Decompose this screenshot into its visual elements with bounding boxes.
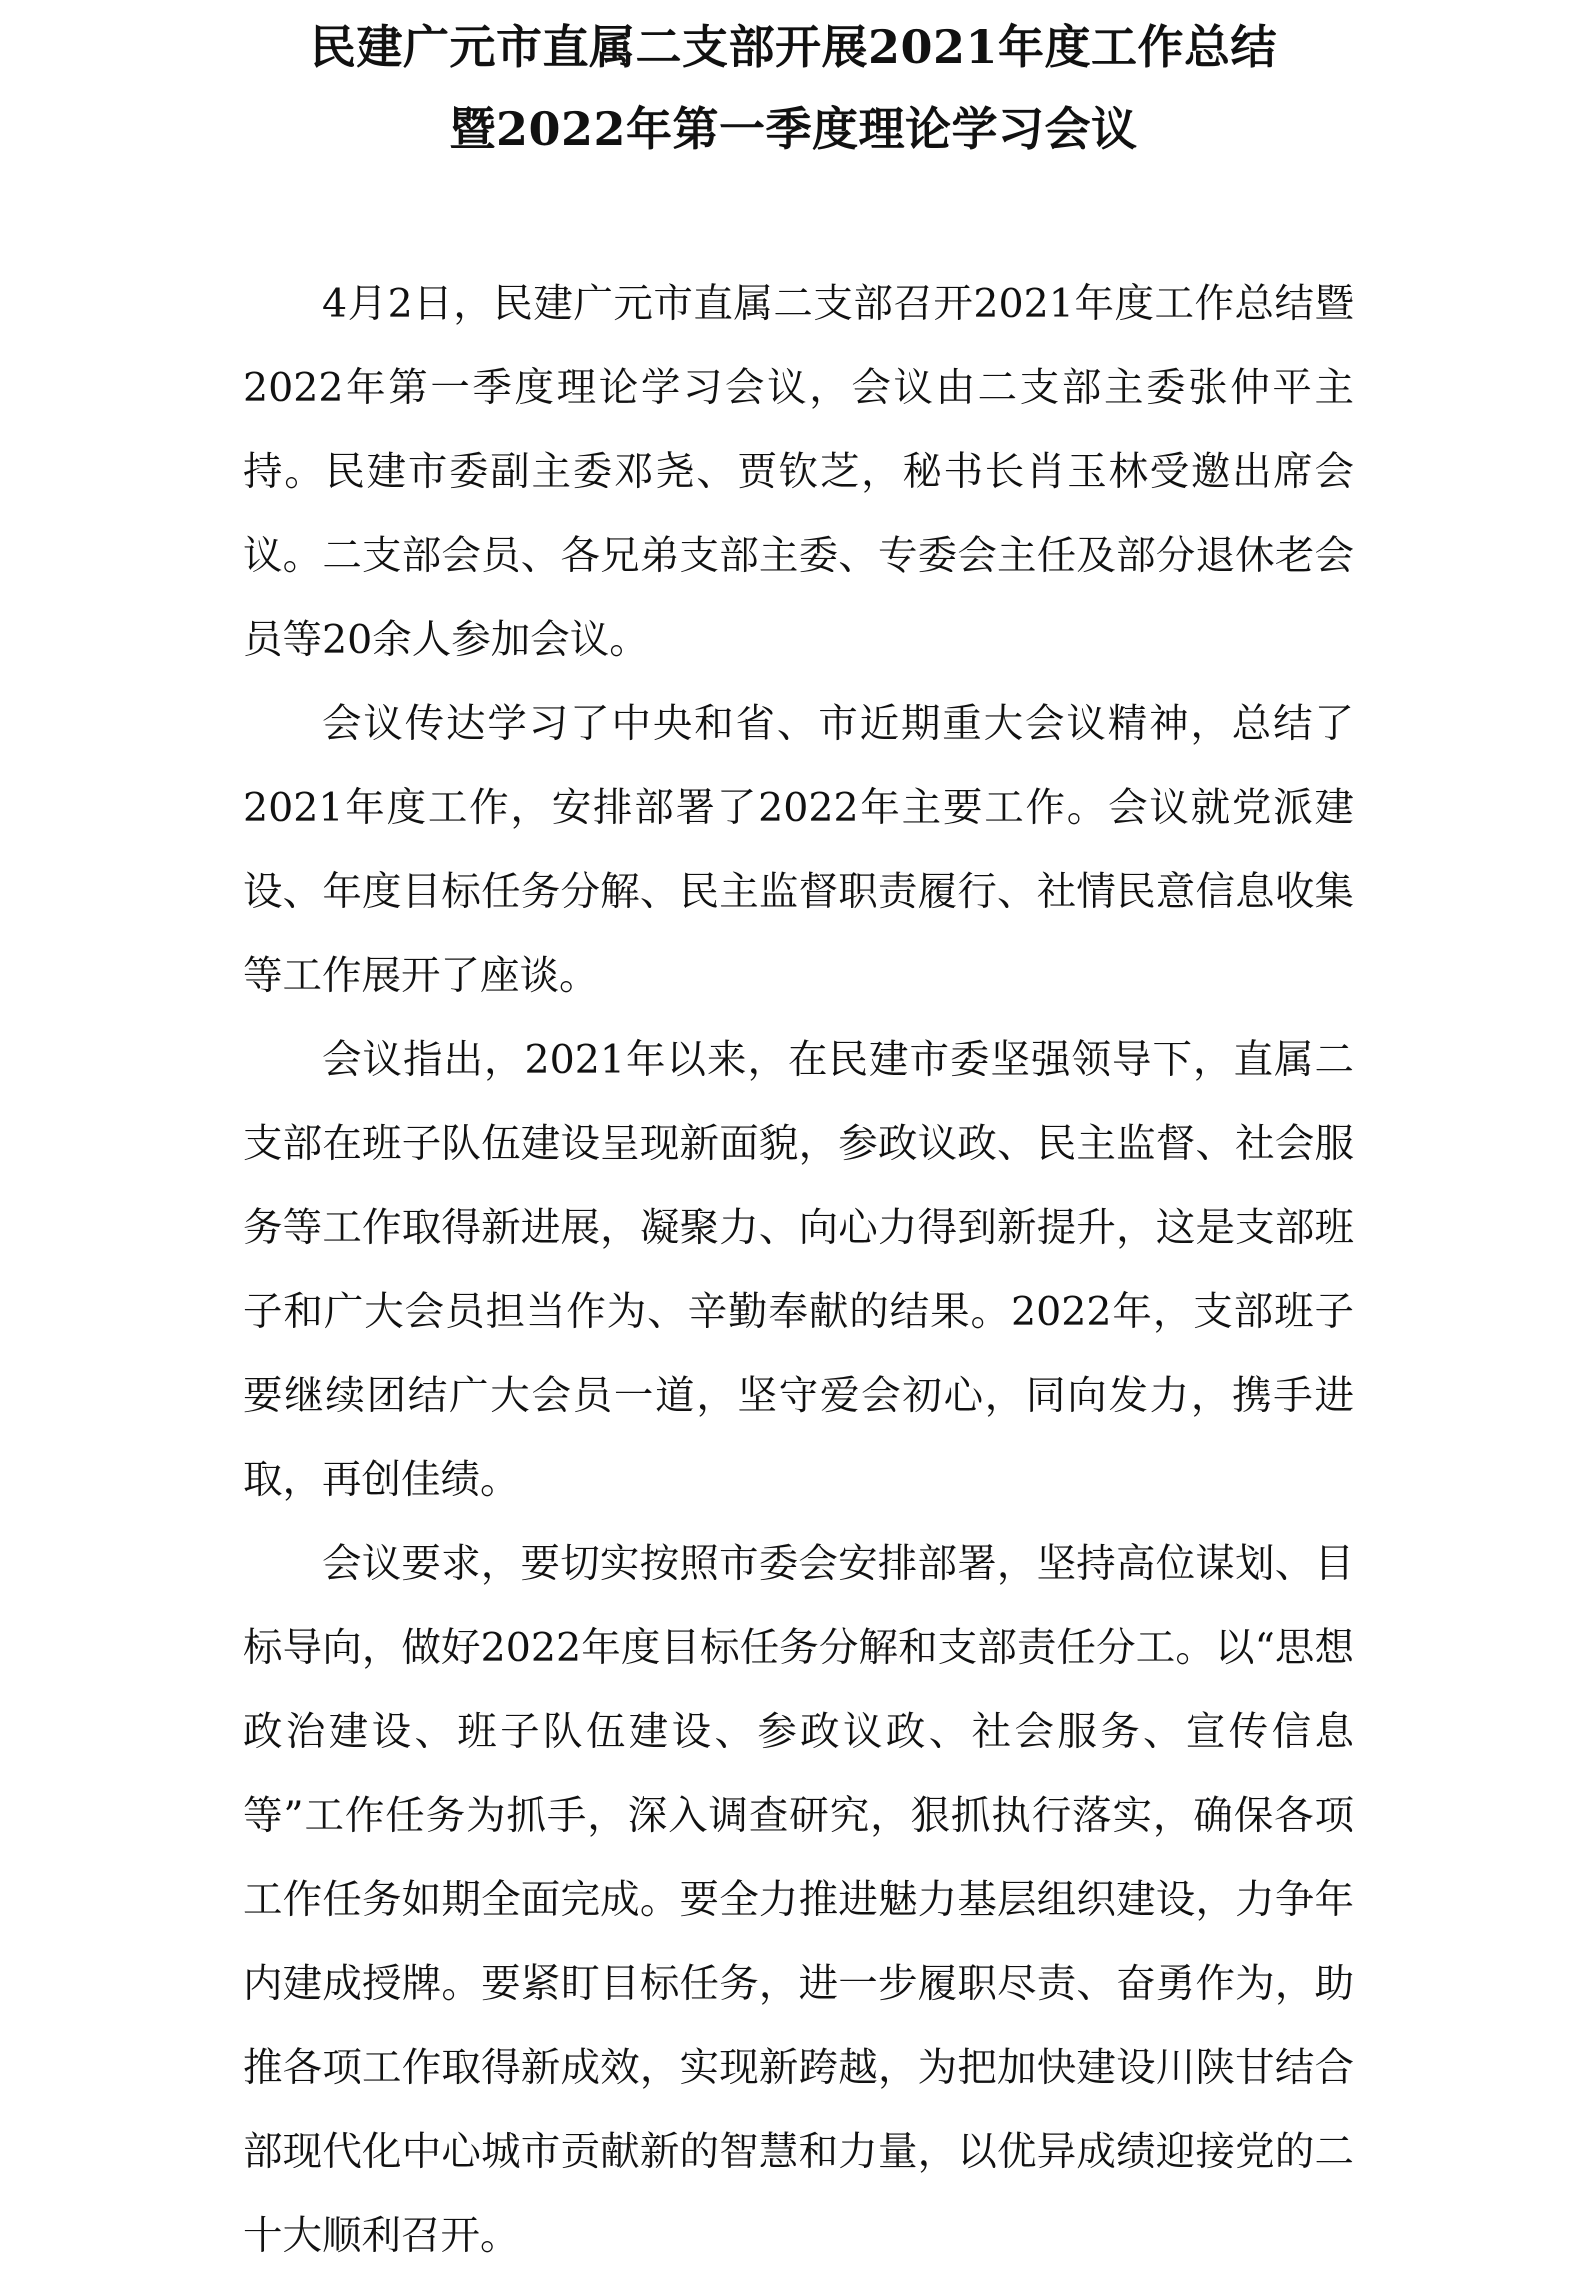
title-line-2: 暨2022年第一季度理论学习会议: [449, 102, 1138, 156]
document-title: [150, 6, 1437, 170]
paragraph-meeting-content: 会议传达学习了中央和省、市近期重大会议精神，总结了2021年度工作，安排部署了2022年主要工作。会议就党派建设、年度目标任务分解、民主监督职责履行、社情民意信息收集等工作展开了座谈。: [243, 701, 1354, 999]
paragraph-meeting-requirements: 会议要求，要切实按照市委会安排部署，坚持高位谋划、目标导向，做好2022年度目标任务分解和支部责任分工。以“思想政治建设、班子队伍建设、参政议政、社会服务、宣传信息等”工作任务为抓手，深入调查研究，狠抓执行落实，确保各项工作任务如期全面完成。要全力推进魅力基层组织建设，力争年内建成授牌。要紧盯目标任务，进一步履职尽责、奋勇作为，助推各项工作取得新成效，实现新跨越，为把加快建设川陕甘结合部现代化中心城市贡献新的智慧和力量，以优异成绩迎接党的二十大顺利召开。: [243, 1541, 1354, 2259]
document-body: [243, 262, 1354, 2278]
paragraph-meeting-review: 会议指出，2021年以来，在民建市委坚强领导下，直属二支部在班子队伍建设呈现新面貌，参政议政、民主监督、社会服务等工作取得新进展，凝聚力、向心力得到新提升，这是支部班子和广大会员担当作为、辛勤奉献的结果。2022年，支部班子要继续团结广大会员一道，坚守爱会初心，同向发力，携手进取，再创佳绩。: [243, 1037, 1354, 1503]
title-line-1: 民建广元市直属二支部开展2021年度工作总结: [309, 20, 1278, 74]
paragraph-meeting-overview: 4月2日，民建广元市直属二支部召开2021年度工作总结暨2022年第一季度理论学习会议，会议由二支部主委张仲平主持。民建市委副主委邓尧、贾钦芝，秘书长肖玉林受邀出席会议。二支部会员、各兄弟支部主委、专委会主任及部分退休老会员等20余人参加会议。: [243, 281, 1354, 663]
